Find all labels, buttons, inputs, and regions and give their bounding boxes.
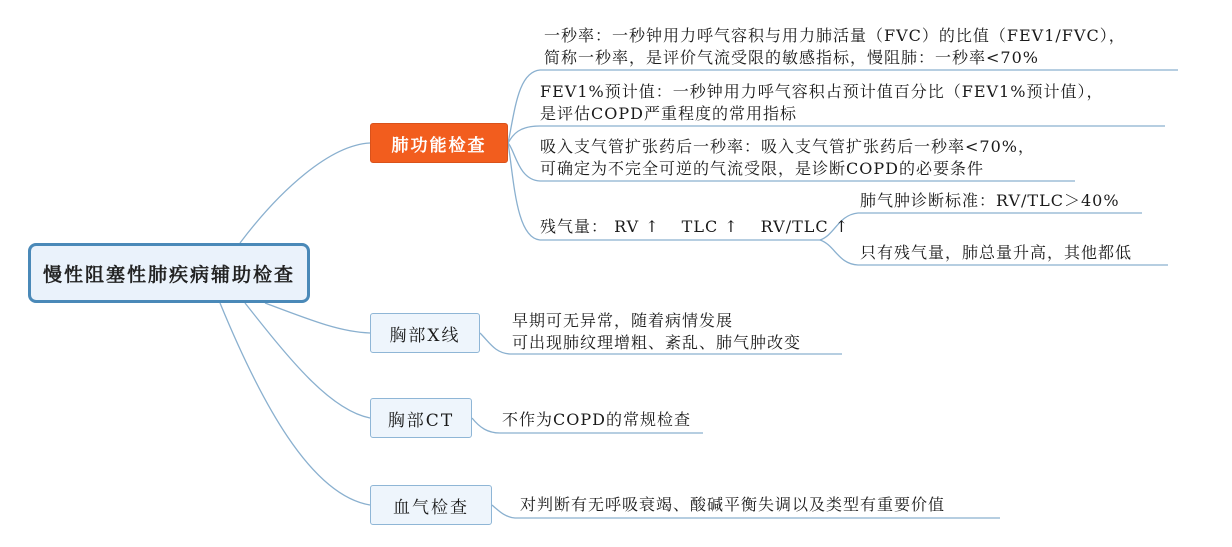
root-label: 慢性阻塞性肺疾病辅助检查 [42,263,295,286]
branch-blood-gas[interactable] [370,485,492,525]
branch-chest-xray-label: 胸部X线 [389,325,461,346]
leaf-chest-ct-text: 不作为COPD的常规检查 [502,410,691,429]
leaf-fev1-pred-line1: FEV1%预计值：一秒钟用力呼气容积占预计值百分比（FEV1%预计值）， [540,82,1104,101]
leaf-rv-part-tlc: TLC ↑ [681,217,739,236]
leaf-blood-gas-text: 对判断有无呼吸衰竭、酸碱平衡失调以及类型有重要价值 [520,495,946,514]
leaf-fev1-ratio-line2: 简称一秒率，是评价气流受限的敏感指标，慢阻肺：一秒率<70% [544,48,1039,67]
leaf-rv-part-ratio: RV/TLC ↑ [760,217,850,236]
leaf-fev1-pred [540,81,1103,125]
branch-chest-ct-label: 胸部CT [387,410,455,431]
branch-blood-gas-label: 血气检查 [393,497,469,518]
leaf-only-rv-text: 只有残气量，肺总量升高，其他都低 [860,243,1133,262]
leaf-post-line1: 吸入支气管扩张药后一秒率：吸入支气管扩张药后一秒率<70%， [540,137,1035,156]
root-node[interactable] [28,243,310,303]
leaf-fev1-ratio [544,25,1126,69]
leaf-only-rv [860,242,1132,264]
connector-root-ct [245,303,370,418]
leaf-emphysema-criteria [860,190,1120,212]
leaf-chest-xray-line2: 可出现肺纹理增粗、紊乱、肺气肿改变 [512,333,802,352]
branch-lung-function[interactable] [370,123,508,163]
leaf-rv-parts [614,216,849,238]
leaf-chest-xray-line1: 早期可无异常，随着病情发展 [512,311,734,330]
leaf-rv-label: 残气量： [540,217,609,236]
leaf-blood-gas [520,494,945,516]
branch-chest-xray[interactable] [370,313,480,353]
leaf-residual-volume [540,216,849,238]
leaf-post-bronchodilator [540,136,1035,180]
leaf-chest-ct [502,409,691,431]
leaf-fev1-ratio-line1: 一秒率：一秒钟用力呼气容积与用力肺活量（FVC）的比值（FEV1/FVC）， [544,26,1126,45]
connector-rv-emphysema [820,213,1142,240]
branch-lung-function-label: 肺功能检查 [391,135,487,156]
leaf-post-line2: 可确定为不完全可逆的气流受限，是诊断COPD的必要条件 [540,159,984,178]
connector-root-lung-function [240,143,370,243]
leaf-chest-xray [512,310,801,354]
leaf-rv-part-rv: RV ↑ [614,217,660,236]
connector-root-xray [265,303,370,333]
leaf-emphysema-text: 肺气肿诊断标准：RV/TLC＞40% [860,191,1120,210]
leaf-fev1-pred-line2: 是评估COPD严重程度的常用指标 [540,104,797,123]
connector-root-blood-gas [220,303,370,505]
branch-chest-ct[interactable] [370,398,472,438]
